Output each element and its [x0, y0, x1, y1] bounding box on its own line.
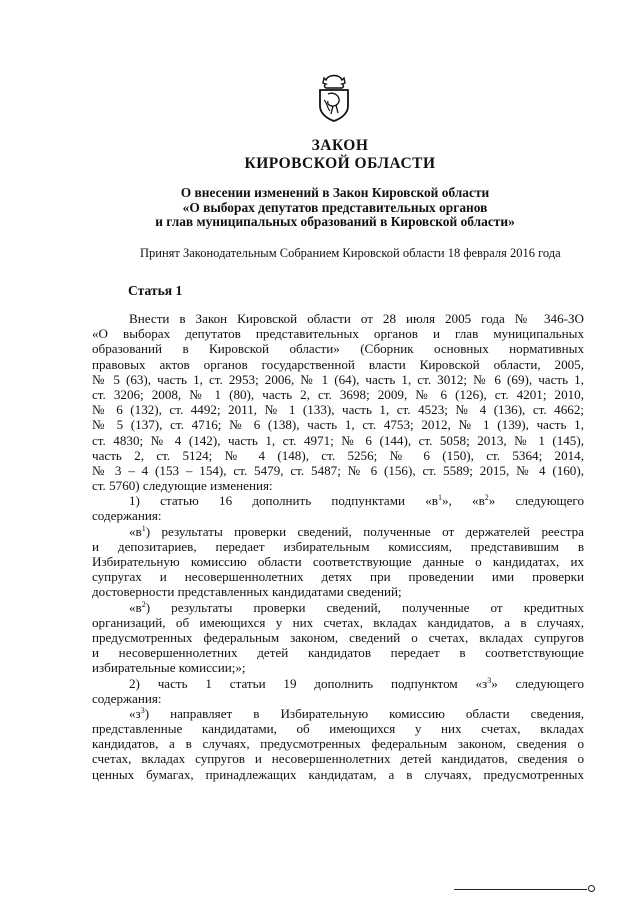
subitem-text: ) направляет в Избирательную комиссию области сведения,	[144, 705, 584, 721]
subtitle-line: О внесении изменений в Закон Кировской области	[180, 185, 490, 200]
body-line: организаций, об имеющихся у них счетах, вкладах кандидатов, а в случаях,	[92, 614, 584, 630]
subitem-v1-line	[92, 524, 584, 539]
body-line: часть 2, ст. 5124; № 4 (148), ст. 5256; № 6 (150), ст. 5364; 2014,	[92, 447, 584, 463]
body-line: избирательные комиссии;»;	[92, 660, 246, 676]
body-line: ст. 3206; 2008, № 1 (80), часть 2, ст. 3698; 2009, № 6 (126), ст. 4201; 2010,	[92, 386, 584, 402]
body-line: «О выборах депутатов представительных органов и глав муниципальных	[92, 326, 584, 342]
footer-mark	[588, 885, 595, 892]
subitem-text: ) результаты проверки сведений, полученные от кредитных	[145, 599, 584, 615]
article-heading: Статья 1	[128, 283, 183, 298]
body-line: Избирательную комиссию области соответствующие данные о кандидатах, их	[92, 554, 584, 569]
body-line: Внести в Закон Кировской области от 28 июля 2005 года № 346-ЗО	[129, 311, 584, 326]
superscript: 3	[140, 705, 145, 715]
item-1-text: » следующего	[488, 493, 584, 509]
body-line: правовых актов органов государственной власти Кировской области, 2005,	[92, 356, 584, 372]
item-2-text: » следующего	[491, 675, 584, 691]
subitem-text: «в	[129, 599, 142, 615]
subitem-text: «в	[129, 523, 142, 539]
body-line: № 5 (63), часть 1, ст. 2953; 2006, № 1 (64), часть 1, ст. 3012; № 6 (69), часть 1,	[92, 371, 584, 387]
body-line: кандидатов, а в случаях, предусмотренных федеральным законом, сведения о	[92, 736, 584, 752]
subtitle-line: «О выборах депутатов представительных органов	[182, 199, 488, 215]
item-1-text: », «в	[441, 493, 485, 509]
law-region-title: КИРОВСКОЙ ОБЛАСТИ	[244, 155, 436, 172]
subitem-text: ) результаты проверки сведений, полученные от держателей реестра	[145, 523, 584, 539]
body-line: представленные кандидатами, об имеющихся у них счетах, вкладах	[92, 721, 584, 737]
body-line: образований в Кировской области» (Сборник основных нормативных	[92, 341, 584, 357]
superscript: 1	[141, 523, 146, 533]
item-2-text: 2) часть 1 статьи 19 дополнить подпунктом «з	[129, 675, 488, 691]
body-line: предусмотренных федеральным законом, сведений о счетах, вкладах супругов	[92, 629, 584, 645]
law-subtitle	[110, 186, 560, 230]
footer-divider	[454, 889, 587, 890]
body-line: ценных бумагах, принадлежащих кандидатам, а в случаях, предусмотренных	[92, 766, 584, 782]
article-body	[92, 311, 584, 782]
body-line: ст. 4830; № 4 (142), часть 1, ст. 4971; № 6 (144), ст. 5058; 2013, № 1 (145),	[92, 432, 584, 448]
kirov-coat-of-arms-icon	[314, 70, 354, 122]
superscript: 2	[141, 599, 146, 609]
body-line: супругах и несовершеннолетних детях при проведении ими проверки	[92, 569, 584, 585]
subtitle-line: и глав муниципальных образований в Кировской области»	[155, 214, 515, 229]
item-1-text: 1) статью 16 дополнить подпунктами «в	[129, 493, 438, 509]
subitem-text: «з	[129, 705, 141, 721]
body-line: № 6 (132), ст. 4492; 2011, № 1 (133), часть 1, ст. 4523; № 4 (136), ст. 4662;	[92, 402, 584, 418]
body-line: № 5 (137), ст. 4716; № 6 (138), часть 1, ст. 4753; 2012, № 1 (139), часть 1,	[92, 417, 584, 433]
body-line: содержания:	[92, 690, 162, 706]
subitem-v2-line	[92, 600, 584, 615]
superscript: 1	[437, 493, 442, 503]
item-2-line	[92, 676, 584, 691]
body-line: содержания:	[92, 508, 162, 524]
body-line: счетах, вкладах супругов и несовершеннолетних детей кандидатов, сведения о	[92, 751, 584, 767]
superscript: 2	[484, 493, 489, 503]
body-line: и несовершеннолетних детей кандидатов передает в соответствующие	[92, 645, 584, 661]
item-1-line	[92, 493, 584, 508]
body-line: № 3 – 4 (153 – 154), ст. 5479, ст. 5487; № 6 (156), ст. 5589; 2015, № 4 (160),	[92, 462, 584, 478]
adoption-note: Принят Законодательным Собранием Кировской области 18 февраля 2016 года	[140, 246, 561, 260]
subitem-z3-line	[92, 706, 584, 721]
law-title: ЗАКОН	[311, 137, 369, 154]
body-line: и депозитариев, передает избирательным комиссиям, представившим в	[92, 538, 584, 554]
superscript: 3	[487, 675, 492, 685]
body-line: ст. 5760) следующие изменения:	[92, 478, 273, 494]
body-line: достоверности представленных кандидатами сведений;	[92, 584, 402, 600]
